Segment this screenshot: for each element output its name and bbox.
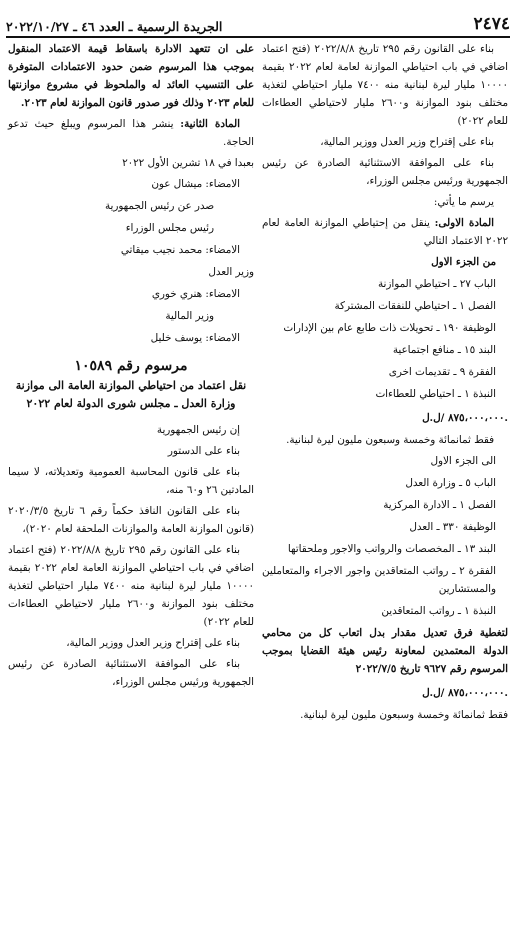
preamble-line: بناء على الموافقة الاستثنائية الصادرة عن رئيس الجمهورية ورئيس مجلس الوزراء،: [8, 658, 254, 688]
signature-line: الامضاء: محمد نجيب ميقاتي: [120, 244, 240, 256]
budget-line-item: البند ١٣ ـ المخصصات والرواتب والاجور وملحقاتها: [287, 543, 496, 555]
budget-line-item: الفصل ١ ـ احتياطي للنفقات المشتركة: [334, 300, 496, 312]
budget-line-item: الباب ٢٧ ـ احتياطي الموازنة: [378, 278, 496, 290]
page-header: [6, 6, 510, 38]
article-1: [262, 214, 508, 250]
part-from-heading: من الجزء الاول: [431, 256, 496, 268]
purpose-paragraph: لتغطية فرق تعديل مقدار بدل اتعاب كل من محامي الدولة المعتمدين لمعاونة رئيس هيئة القضايا بموجب المرسوم رقم ٩٦٢٧ تاريخ ٢٠٢٢/٧/٥: [262, 627, 508, 675]
preamble-line: إن رئيس الجمهورية: [156, 424, 240, 436]
from-items-list: [262, 275, 508, 403]
article-2-label: المادة الثانية:: [180, 118, 240, 130]
amount-2: ٨٧٥،٠٠٠،٠٠٠ /ل.ل.: [422, 687, 508, 699]
gazette-issue-line: الجريدة الرسمية ـ العدد ٤٦ ـ ٢٠٢٢/١٠/٢٧: [6, 19, 223, 34]
preamble-line: بناء على الدستور: [167, 445, 240, 457]
signature-line: وزير المالية: [165, 310, 214, 322]
signature-line: وزير العدل: [208, 266, 254, 278]
budget-line-item: الوظيفة ٣٣٠ ـ العدل: [409, 521, 496, 533]
amount-1-words: فقط ثمانمائة وخمسة وسبعون مليون ليرة لبنانية.: [286, 434, 494, 446]
budget-line-item: البند ١٥ ـ منافع اجتماعية: [392, 344, 496, 356]
to-items-list: [262, 474, 508, 620]
decree-title: مرسوم رقم ١٠٥٨٩: [74, 358, 188, 374]
proposal-paragraph: بناء على إقتراح وزير العدل ووزير المالية،: [320, 136, 494, 148]
preamble-line: بناء على القانون رقم ٢٩٥ تاريخ ٢٠٢٢/٨/٨ (فتح اعتماد اضافي في باب احتياطي الموازنة العامة لعام ٢٠٢٢ بقيمة ١٠٠٠٠ مليار ليرة لبنانية منه ٧٤٠٠ مليار احتياطي لتغذية مختلف بنود الموازنة و٢٦٠٠ مليار لاحتياطي العطاءات للعام ٢٠٢٢): [8, 544, 254, 628]
amount-2-words: فقط ثمانمائة وخمسة وسبعون مليون ليرة لبنانية.: [300, 709, 508, 721]
signature-line: الامضاء: هنري خوري: [151, 288, 240, 300]
article-1-label: المادة الاولى:: [434, 217, 494, 229]
commitment-paragraph: على ان تتعهد الادارة باسقاط قيمة الاعتماد المنقول بموجب هذا المرسوم ضمن حدود الاعتمادات المتوفرة على التنسيب العائد له والملحوظ في مشروع موازنتها للعام ٢٠٢٣ وذلك فور صدور قانون الموازنة لعام ٢٠٢٣.: [8, 43, 254, 109]
decree-phrase: يرسم ما يأتي:: [433, 196, 494, 208]
preamble-line: بناء على القانون النافذ حكماً رقم ٦ تاريخ ٢٠٢٠/٣/٥ (قانون الموازنة العامة والموازنات الملحقة لعام ٢٠٢٠)،: [8, 505, 254, 535]
approval-paragraph: بناء على الموافقة الاستثنائية الصادرة عن رئيس الجمهورية ورئيس مجلس الوزراء،: [262, 157, 508, 187]
signing-date: بعبدا في ١٨ تشرين الأول ٢٠٢٢: [122, 157, 254, 169]
budget-line-item: الباب ٥ ـ وزارة العدل: [405, 477, 496, 489]
law-reference-paragraph: بناء على القانون رقم ٢٩٥ تاريخ ٢٠٢٢/٨/٨ (فتح اعتماد اضافي في باب احتياطي الموازنة لعامة لعام ٢٠٢٢ بقيمة ١٠٠٠٠ مليار ليرة لبنانية منه ٧٤٠٠ مليار احتياطي لتغذية مختلف بنود الموازنة و٢٦٠٠ مليار لاحتياطي العطاءات للعام ٢٠٢٢): [262, 43, 508, 127]
signature-line: الامضاء: ميشال عون: [151, 178, 240, 190]
budget-line-item: الفقرة ٩ ـ تقديمات اخرى: [388, 366, 496, 378]
left-column: [8, 40, 254, 694]
decree-subtitle: نقل اعتماد من احتياطي الموازنة العامة الى موازنة وزارة العدل ـ مجلس شورى الدولة لعام ٢٠٢٢: [15, 379, 247, 410]
signature-line: صدر عن رئيس الجمهورية: [104, 200, 214, 212]
right-column: [262, 40, 508, 727]
amount-1: ٨٧٥،٠٠٠،٠٠٠ /ل.ل.: [422, 412, 508, 424]
budget-line-item: الفصل ١ ـ الادارة المركزية: [383, 499, 496, 511]
preamble-line: بناء على إقتراح وزير العدل ووزير المالية،: [66, 637, 240, 649]
article-2-text: ينشر هذا المرسوم ويبلغ حيث تدعو الحاجة.: [8, 118, 254, 148]
article-1-text: ينقل من إحتياطي الموازنة العامة لعام ٢٠٢٢ الاعتماد التالي: [262, 217, 508, 247]
budget-line-item: النبذة ١ ـ احتياطي للعطاءات: [375, 388, 496, 400]
page-number: ٢٤٧٤: [473, 14, 510, 34]
preamble-line: بناء على قانون المحاسبة العمومية وتعديلاته، لا سيما المادتين ٢٦ و٦٠ منه،: [8, 466, 254, 496]
signature-line: الامضاء: يوسف خليل: [150, 332, 240, 344]
signature-line: رئيس مجلس الوزراء: [125, 222, 214, 234]
article-2: [8, 115, 254, 151]
budget-line-item: النبذة ١ ـ رواتب المتعاقدين: [381, 605, 496, 617]
budget-line-item: الفقرة ٢ ـ رواتب المتعاقدين واجور الاجراء والمتعاملين والمستشارين: [262, 565, 496, 595]
part-to-heading: الى الجزء الاول: [430, 455, 496, 467]
budget-line-item: الوظيفة ١٩٠ ـ تحويلات ذات طابع عام بين الإدارات: [283, 322, 496, 334]
